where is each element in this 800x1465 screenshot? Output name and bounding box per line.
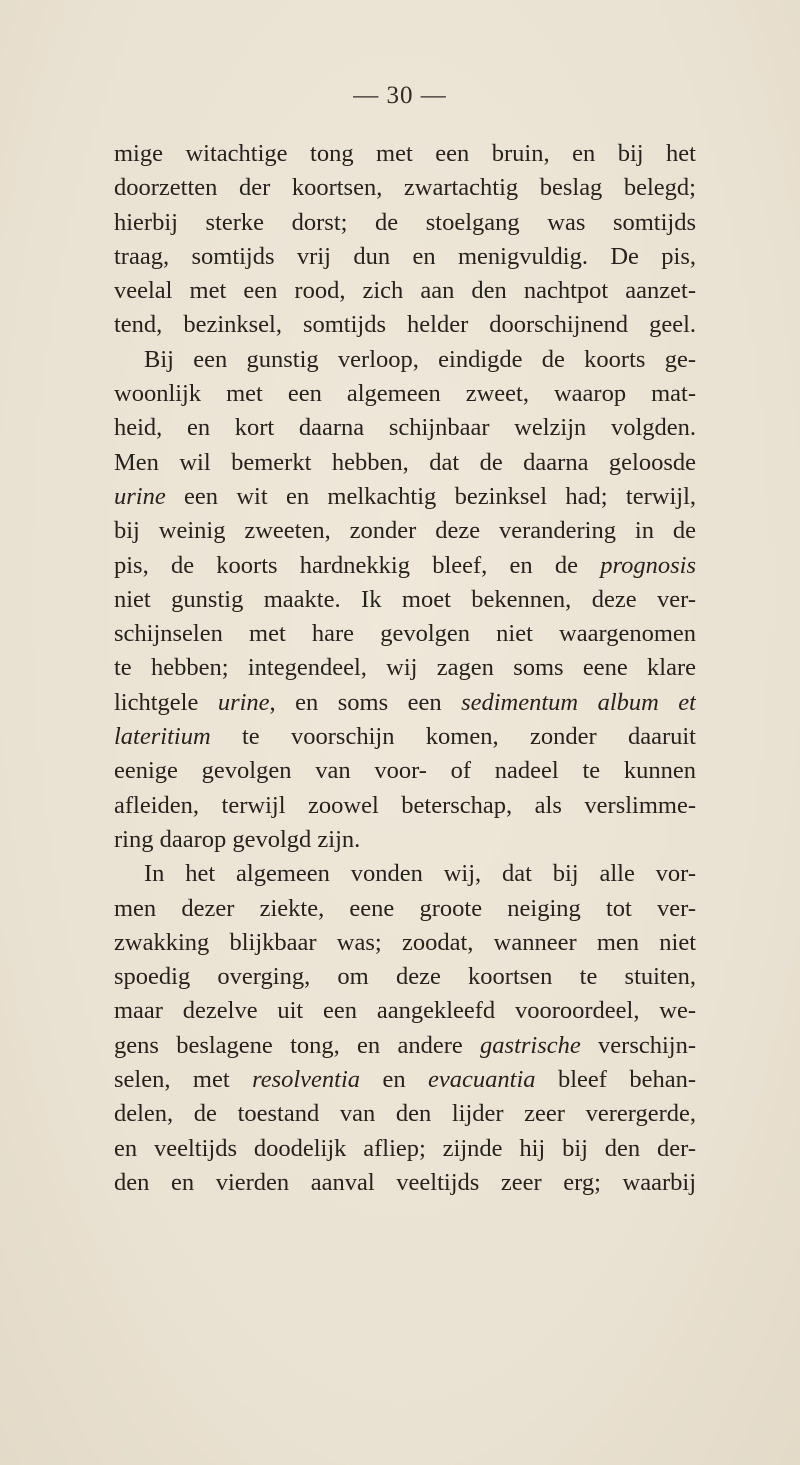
- italic-term: urine: [217, 688, 270, 716]
- text-line: [114, 754, 696, 788]
- text-line: [114, 1132, 696, 1166]
- text-line: [114, 1097, 696, 1131]
- italic-term: sedimentum album et: [461, 688, 696, 716]
- text-line: [114, 720, 696, 754]
- text-line: [114, 926, 696, 960]
- text-segment: mige witachtige tong met een bruin, en bij het: [114, 140, 696, 167]
- text-segment: verschijn-: [580, 1031, 696, 1059]
- text-segment: afleiden, terwijl zoowel beterschap, als verslimme-: [114, 791, 696, 819]
- text-line: [114, 789, 696, 823]
- text-segment: doorzetten der koortsen, zwartachtig beslag belegd;: [114, 174, 696, 202]
- text-line: [114, 171, 696, 205]
- text-segment: , en soms een: [269, 688, 462, 716]
- text-segment: hierbij sterke dorst; de stoelgang was somtijds: [114, 208, 696, 236]
- text-line: [114, 686, 696, 720]
- text-segment: spoedig overging, om deze koortsen te stuiten,: [114, 963, 696, 991]
- text-line: [114, 514, 696, 548]
- text-line: [114, 1166, 696, 1200]
- text-line: [114, 274, 696, 308]
- text-line: [114, 240, 696, 274]
- italic-term: urine: [114, 482, 166, 510]
- text-segment: schijnselen met hare gevolgen niet waargenomen: [114, 620, 696, 648]
- text-line: [114, 206, 696, 240]
- text-line: [114, 1063, 696, 1097]
- text-segment: te hebben; integendeel, wij zagen soms eene klare: [114, 654, 696, 682]
- text-segment: veelal met een rood, zich aan den nachtpot aanzet-: [114, 277, 696, 305]
- text-line: [114, 994, 696, 1028]
- text-segment: woonlijk met een algemeen zweet, waarop mat-: [114, 380, 696, 408]
- text-line: [114, 480, 696, 514]
- text-segment: men dezer ziekte, eene groote neiging tot ver-: [114, 894, 696, 922]
- text-segment: delen, de toestand van den lijder zeer verergerde,: [114, 1100, 696, 1128]
- text-segment: den en vierden aanval veeltijds zeer erg; waarbij: [114, 1168, 696, 1196]
- text-segment: gens beslagene tong, en andere: [114, 1031, 481, 1059]
- text-segment: niet gunstig maakte. Ik moet bekennen, deze ver-: [114, 585, 696, 613]
- text-line: [114, 308, 696, 342]
- text-line: [114, 583, 696, 617]
- text-segment: eenige gevolgen van voor- of nadeel te kunnen: [114, 757, 696, 785]
- text-segment: een wit en melkachtig bezinksel had; terwijl,: [165, 482, 696, 510]
- text-line: [114, 377, 696, 411]
- text-segment: tend, bezinksel, somtijds helder doorschijnend geel.: [114, 311, 696, 339]
- text-line: [114, 857, 696, 891]
- text-segment: bij weinig zweeten, zonder deze verandering in de: [114, 517, 696, 545]
- text-segment: en veeltijds doodelijk afliep; zijnde hij bij den der-: [114, 1134, 696, 1162]
- text-line: [114, 823, 696, 857]
- text-segment: Men wil bemerkt hebben, dat de daarna geloosde: [114, 448, 696, 476]
- text-segment: selen, met: [114, 1066, 253, 1094]
- text-segment: maar dezelve uit een aangekleefd vooroordeel, we-: [114, 997, 696, 1025]
- italic-term: prognosis: [600, 551, 696, 579]
- body-text: [114, 137, 696, 1200]
- page-number: — 30 —: [353, 82, 447, 109]
- text-line: [114, 137, 696, 171]
- italic-term: gastrische: [480, 1031, 581, 1059]
- text-segment: traag, somtijds vrij dun en menigvuldig. De pis,: [114, 242, 696, 270]
- text-line: [114, 549, 696, 583]
- text-line: [114, 343, 696, 377]
- text-segment: Bij een gunstig verloop, eindigde de koorts ge-: [144, 345, 696, 373]
- text-segment: en: [360, 1066, 429, 1094]
- italic-term: lateritium: [114, 723, 211, 751]
- text-segment: ring daarop gevolgd zijn.: [114, 825, 361, 853]
- text-segment: lichtgele: [114, 688, 218, 716]
- text-line: [114, 617, 696, 651]
- text-line: [114, 411, 696, 445]
- text-segment: heid, en kort daarna schijnbaar welzijn volgden.: [114, 414, 696, 442]
- text-segment: pis, de koorts hardnekkig bleef, en de: [114, 551, 601, 579]
- text-segment: In het algemeen vonden wij, dat bij alle vor-: [144, 860, 696, 888]
- text-line: [114, 960, 696, 994]
- text-line: [114, 892, 696, 926]
- italic-term: evacuantia: [428, 1066, 536, 1094]
- text-line: [114, 1029, 696, 1063]
- text-segment: bleef behan-: [535, 1066, 696, 1094]
- text-segment: zwakking blijkbaar was; zoodat, wanneer men niet: [114, 928, 696, 956]
- text-line: [114, 446, 696, 480]
- text-line: [114, 651, 696, 685]
- italic-term: resolventia: [252, 1066, 361, 1094]
- text-segment: te voorschijn komen, zonder daaruit: [210, 723, 696, 751]
